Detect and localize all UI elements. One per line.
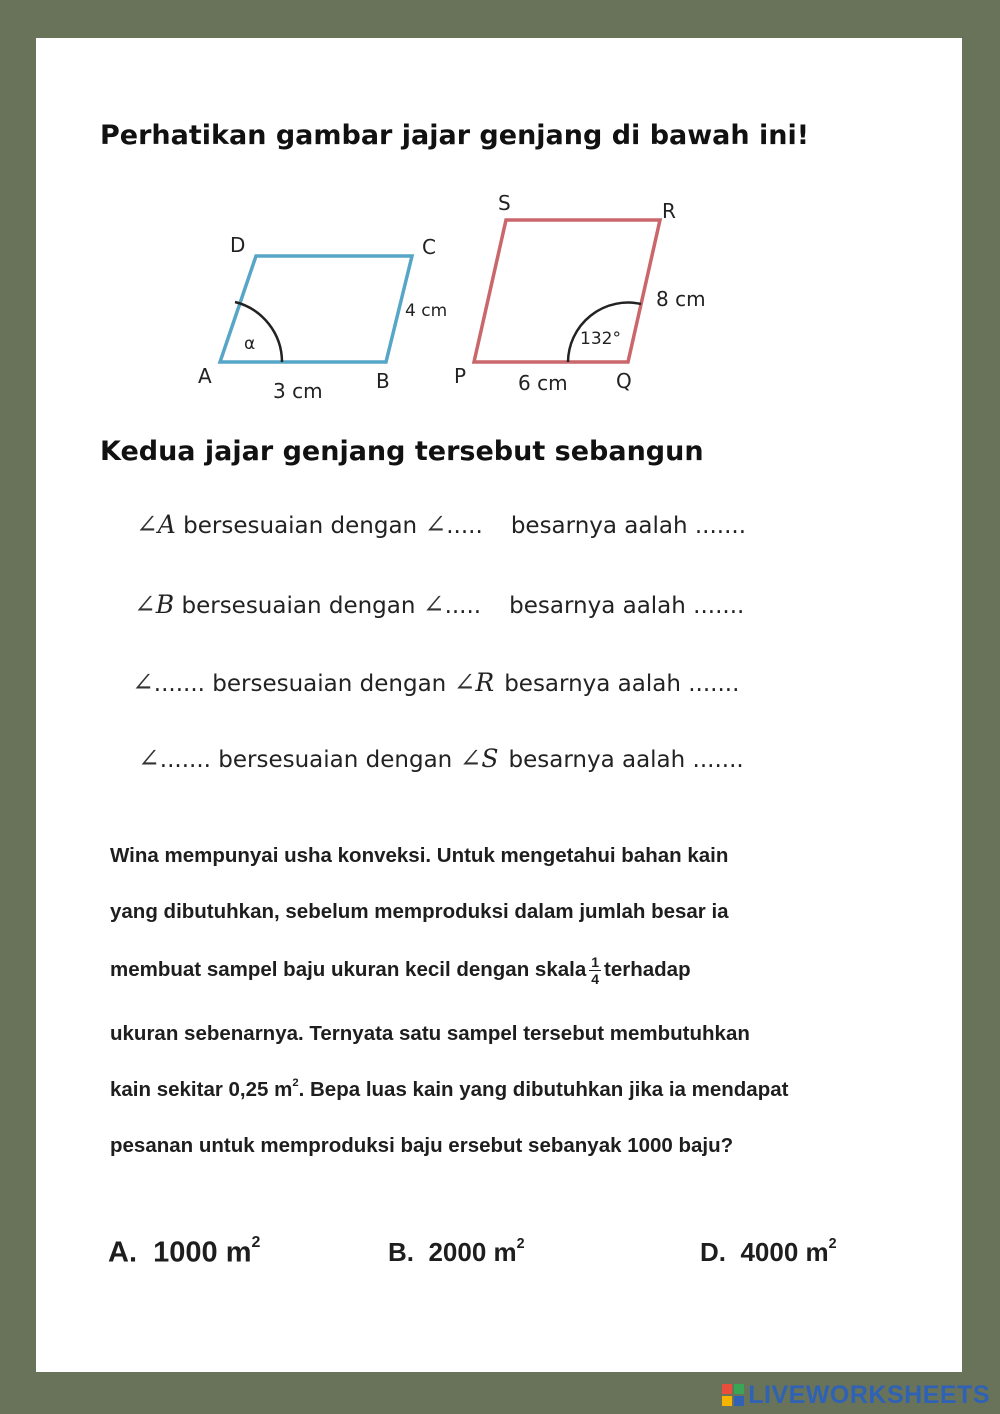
option-d-sup: 2 — [828, 1236, 837, 1252]
base-pq-length: 6 cm — [518, 371, 568, 395]
answer-blank[interactable]: ..... — [446, 513, 483, 539]
vertex-a-label: A — [198, 364, 212, 388]
side-bc-length: 4 cm — [405, 301, 448, 321]
parallelogram-figure — [36, 38, 962, 418]
angle-symbol-icon: ∠ — [424, 510, 447, 540]
angle-132-label: 132° — [580, 329, 621, 349]
correspondence-row-1 — [136, 510, 746, 540]
angle-symbol-icon: ∠ — [422, 590, 445, 620]
similarity-heading: Kedua jajar genjang tersebut sebangun — [100, 436, 704, 467]
option-d-letter: D. — [700, 1236, 726, 1267]
vertex-s-label: S — [498, 191, 511, 215]
angle-b-var: B — [155, 590, 175, 619]
option-a-letter: A. — [108, 1236, 137, 1269]
row-text: besarnya aalah ....... — [504, 671, 740, 697]
superscript: 2 — [292, 1077, 299, 1089]
angle-symbol-icon: ∠ — [453, 668, 476, 698]
problem-text: membuat sampel baju ukuran kecil dengan skala — [110, 957, 587, 981]
answer-blank[interactable]: ..... — [444, 593, 482, 619]
fraction-denominator: 4 — [591, 971, 600, 987]
angle-alpha-arc — [235, 302, 282, 362]
option-b-sup: 2 — [516, 1236, 525, 1252]
correspondence-row-4 — [138, 744, 744, 774]
row-text: bersesuaian dengan — [175, 513, 425, 539]
problem-line-3 — [110, 954, 691, 987]
angle-symbol-icon: ∠ — [134, 590, 156, 620]
liveworksheets-logo-icon — [722, 1384, 744, 1406]
problem-text: kain sekitar 0,25 m — [110, 1078, 293, 1102]
option-d[interactable] — [700, 1236, 837, 1268]
parallelogram-pqrs — [474, 220, 660, 362]
angle-s-var: S — [481, 744, 499, 773]
answer-blank[interactable]: ....... bersesuaian dengan — [153, 671, 454, 697]
angle-symbol-icon: ∠ — [138, 744, 160, 774]
correspondence-row-3 — [132, 668, 739, 698]
side-qr-length: 8 cm — [656, 287, 706, 311]
angle-alpha-label: α — [244, 334, 256, 354]
vertex-b-label: B — [376, 369, 390, 393]
logo-text: LIVEWORKSHEETS — [748, 1380, 990, 1409]
option-d-value: 4000 m — [740, 1236, 829, 1267]
problem-line-1: Wina mempunyai usha konveksi. Untuk mengetahui bahan kain — [110, 844, 729, 867]
angle-symbol-icon: ∠ — [136, 510, 158, 540]
vertex-q-label: Q — [616, 369, 632, 393]
angle-r-var: R — [475, 668, 495, 697]
problem-text: terhadap — [604, 957, 691, 981]
option-b-value: 2000 m — [428, 1236, 517, 1267]
row-text: besarnya aalah ....... — [508, 747, 744, 773]
vertex-d-label: D — [230, 233, 246, 257]
option-a-sup: 2 — [251, 1234, 261, 1251]
problem-line-4: ukuran sebenarnya. Ternyata satu sampel tersebut membutuhkan — [110, 1022, 750, 1045]
liveworksheets-logo[interactable] — [722, 1378, 990, 1412]
correspondence-row-2 — [134, 590, 744, 620]
vertex-p-label: P — [454, 364, 467, 388]
option-a-value: 1000 m — [153, 1236, 252, 1269]
angle-symbol-icon: ∠ — [132, 668, 154, 698]
option-b-letter: B. — [388, 1236, 414, 1267]
row-text: besarnya aalah ....... — [510, 513, 747, 539]
problem-line-5 — [110, 1077, 788, 1102]
problem-line-6: pesanan untuk memproduksi baju ersebut sebanyak 1000 baju? — [110, 1134, 734, 1157]
problem-text: . Bepa luas kain yang dibutuhkan jika ia mendapat — [298, 1078, 789, 1102]
vertex-r-label: R — [662, 199, 676, 223]
vertex-c-label: C — [422, 235, 436, 259]
fraction-numerator: 1 — [591, 954, 600, 970]
instruction-heading: Perhatikan gambar jajar genjang di bawah ini! — [100, 120, 810, 151]
answer-blank[interactable]: ....... bersesuaian dengan — [159, 747, 460, 773]
option-a[interactable] — [108, 1234, 260, 1269]
worksheet-page — [36, 38, 962, 1372]
angle-symbol-icon: ∠ — [459, 744, 482, 774]
row-text: bersesuaian dengan — [174, 593, 423, 619]
scale-fraction — [589, 954, 601, 987]
option-b[interactable] — [388, 1236, 525, 1268]
row-text: besarnya aalah ....... — [509, 593, 745, 619]
angle-a-var: A — [157, 510, 176, 539]
problem-line-2: yang dibutuhkan, sebelum memproduksi dalam jumlah besar ia — [110, 900, 729, 923]
base-ab-length: 3 cm — [273, 379, 323, 403]
